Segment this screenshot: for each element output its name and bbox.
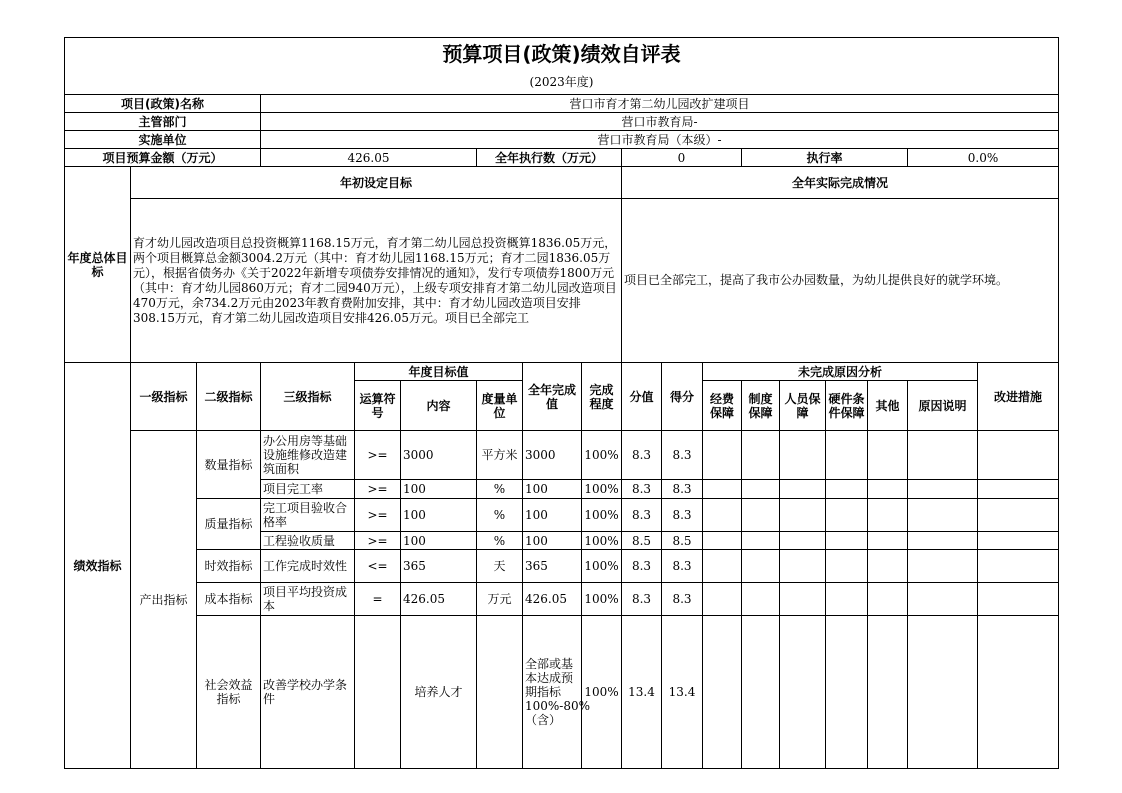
header-level3: 三级指标 — [261, 363, 355, 431]
indicator-content: 100 — [401, 480, 477, 499]
indicator-degree: 100% — [582, 550, 622, 583]
indicator-op: = — [355, 583, 401, 616]
header-degree: 完成程度 — [582, 363, 622, 431]
header-reason-staff: 人员保障 — [780, 381, 826, 431]
table-row — [65, 431, 1059, 480]
indicator-score: 8.3 — [622, 550, 662, 583]
unit-label: 实施单位 — [65, 131, 261, 149]
indicator-unit: % — [477, 480, 523, 499]
project-name-label: 项目(政策)名称 — [65, 95, 261, 113]
cost-indicator-label: 成本指标 — [197, 583, 261, 616]
indicator-degree: 100% — [582, 532, 622, 550]
indicator-content: 100 — [401, 499, 477, 532]
header-actual: 全年完成值 — [523, 363, 582, 431]
quality-indicator-label: 质量指标 — [197, 499, 261, 550]
page-title: 预算项目(政策)绩效自评表 — [65, 38, 1059, 71]
indicator-got: 8.3 — [662, 583, 703, 616]
output-indicator-label: 产出指标 — [131, 431, 197, 769]
indicator-got: 8.3 — [662, 431, 703, 480]
unit-value: 营口市教育局（本级）- — [261, 131, 1059, 149]
indicator-name: 工作完成时效性 — [261, 550, 355, 583]
header-reason-fund: 经费保障 — [703, 381, 742, 431]
indicator-actual: 100 — [523, 480, 582, 499]
indicator-score: 13.4 — [622, 616, 662, 769]
indicator-actual: 全部或基本达成预期指标100%-80%（含） — [523, 616, 582, 769]
exec-value: 0 — [622, 149, 742, 167]
indicator-got: 13.4 — [662, 616, 703, 769]
indicator-op: <= — [355, 550, 401, 583]
indicator-name: 完工项目验收合格率 — [261, 499, 355, 532]
indicator-score: 8.5 — [622, 532, 662, 550]
header-score: 分值 — [622, 363, 662, 431]
table-row — [65, 499, 1059, 532]
rate-label: 执行率 — [742, 149, 908, 167]
indicator-actual: 3000 — [523, 431, 582, 480]
indicator-name: 工程验收质量 — [261, 532, 355, 550]
indicator-op — [355, 616, 401, 769]
indicator-actual: 100 — [523, 532, 582, 550]
indicator-content: 3000 — [401, 431, 477, 480]
performance-indicator-label: 绩效指标 — [65, 363, 131, 769]
actual-completion-text: 项目已全部完工，提高了我市公办园数量，为幼儿提供良好的就学环境。 — [622, 199, 1059, 363]
indicator-degree: 100% — [582, 480, 622, 499]
indicator-unit: % — [477, 499, 523, 532]
indicator-unit: 天 — [477, 550, 523, 583]
indicator-content: 426.05 — [401, 583, 477, 616]
budget-label: 项目预算金额（万元） — [65, 149, 261, 167]
indicator-unit: 万元 — [477, 583, 523, 616]
indicator-content: 365 — [401, 550, 477, 583]
indicator-actual: 100 — [523, 499, 582, 532]
indicator-name: 改善学校办学条件 — [261, 616, 355, 769]
indicator-got: 8.3 — [662, 480, 703, 499]
evaluation-table — [64, 37, 1059, 769]
actual-completion-header: 全年实际完成情况 — [622, 167, 1059, 199]
indicator-name: 项目完工率 — [261, 480, 355, 499]
report-year: (2023年度) — [65, 71, 1059, 95]
indicator-op: >= — [355, 480, 401, 499]
annual-goal-label: 年度总体目标 — [65, 167, 131, 363]
indicator-content: 100 — [401, 532, 477, 550]
header-level2: 二级指标 — [197, 363, 261, 431]
header-reason-group: 未完成原因分析 — [703, 363, 978, 381]
indicator-op: >= — [355, 499, 401, 532]
indicator-degree: 100% — [582, 616, 622, 769]
initial-goal-text: 育才幼儿园改造项目总投资概算1168.15万元，育才第二幼儿园总投资概算1836.05万元，两个项目概算总金额3004.2万元（其中：育才幼儿园1168.15万元；育才二园1836.05万元），根据省债务办《关于2022年新增专项债券安排情况的通知》，发行专项债券1800万元（其中：育才幼儿园860万元；育才二园940万元），上级专项安排育才第二幼儿园改造项目470万元，余734.2万元由2023年教育费附加安排，其中：育才幼儿园改造项目安排308.15万元，育才第二幼儿园改造项目安排426.05万元。项目已全部完工 — [131, 199, 622, 363]
header-reason-desc: 原因说明 — [908, 381, 978, 431]
evaluation-sheet — [64, 37, 1058, 727]
exec-label: 全年执行数（万元） — [477, 149, 622, 167]
quantity-indicator-label: 数量指标 — [197, 431, 261, 499]
header-content: 内容 — [401, 381, 477, 431]
indicator-op: >= — [355, 532, 401, 550]
header-op: 运算符号 — [355, 381, 401, 431]
indicator-unit — [477, 616, 523, 769]
table-row — [65, 616, 1059, 712]
header-got: 得分 — [662, 363, 703, 431]
indicator-degree: 100% — [582, 499, 622, 532]
table-row — [65, 550, 1059, 583]
indicator-got: 8.3 — [662, 499, 703, 532]
indicator-actual: 365 — [523, 550, 582, 583]
header-improve: 改进措施 — [978, 363, 1059, 431]
time-indicator-label: 时效指标 — [197, 550, 261, 583]
header-level1: 一级指标 — [131, 363, 197, 431]
indicator-degree: 100% — [582, 431, 622, 480]
dept-value: 营口市教育局- — [261, 113, 1059, 131]
indicator-got: 8.3 — [662, 550, 703, 583]
indicator-content: 培养人才 — [401, 616, 477, 769]
indicator-score: 8.3 — [622, 499, 662, 532]
indicator-degree: 100% — [582, 583, 622, 616]
header-reason-hardware: 硬件条件保障 — [826, 381, 868, 431]
initial-goal-header: 年初设定目标 — [131, 167, 622, 199]
dept-label: 主管部门 — [65, 113, 261, 131]
social-benefit-label: 社会效益指标 — [197, 616, 261, 769]
indicator-score: 8.3 — [622, 480, 662, 499]
indicator-got: 8.5 — [662, 532, 703, 550]
indicator-actual: 426.05 — [523, 583, 582, 616]
indicator-op: >= — [355, 431, 401, 480]
budget-value: 426.05 — [261, 149, 477, 167]
header-reason-system: 制度保障 — [742, 381, 780, 431]
indicator-score: 8.3 — [622, 431, 662, 480]
header-target-group: 年度目标值 — [355, 363, 523, 381]
header-unit: 度量单位 — [477, 381, 523, 431]
table-row — [65, 583, 1059, 616]
rate-value: 0.0% — [908, 149, 1059, 167]
indicator-score: 8.3 — [622, 583, 662, 616]
indicator-name: 办公用房等基础设施维修改造建筑面积 — [261, 431, 355, 480]
indicator-unit: 平方米 — [477, 431, 523, 480]
project-name: 营口市育才第二幼儿园改扩建项目 — [261, 95, 1059, 113]
header-reason-other: 其他 — [868, 381, 908, 431]
indicator-unit: % — [477, 532, 523, 550]
indicator-name: 项目平均投资成本 — [261, 583, 355, 616]
